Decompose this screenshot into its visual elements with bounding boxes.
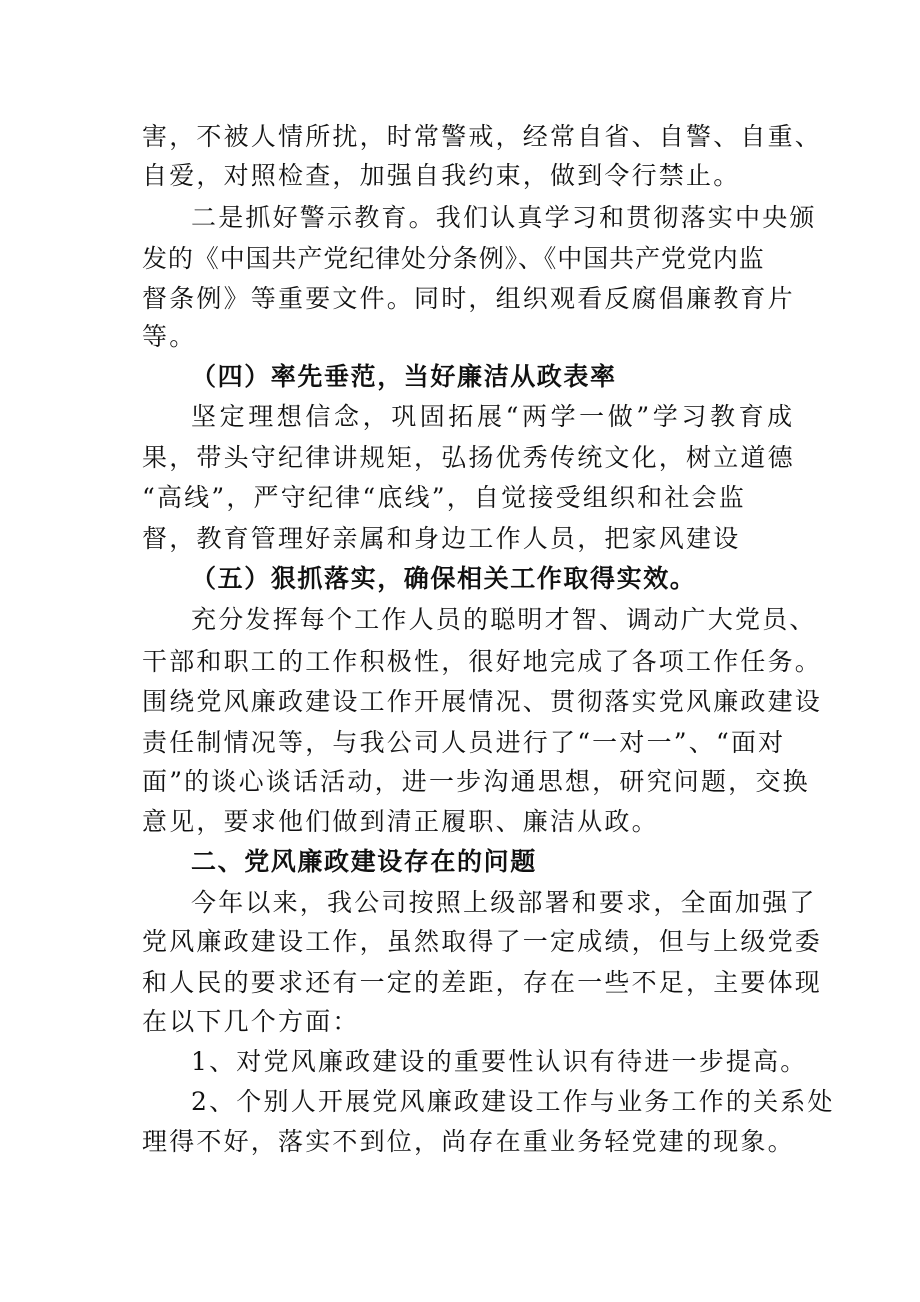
paragraph-line: 二是抓好警示教育。我们认真学习和贯彻落实中央颁 — [191, 203, 817, 232]
paragraph-line: 2、个别人开展党风廉政建设工作与业务工作的关系处 — [191, 1087, 835, 1116]
paragraph-line: 果，带头守纪律讲规矩，弘扬优秀传统文化，树立道德 — [142, 443, 795, 472]
section-heading: 二、党风廉政建设存在的问题 — [191, 847, 537, 876]
paragraph-line: 充分发挥每个工作人员的聪明才智、调动广大党员、 — [191, 605, 817, 634]
paragraph-line: 在以下几个方面： — [142, 1007, 360, 1036]
paragraph-line: 意见，要求他们做到清正履职、廉洁从政。 — [142, 807, 659, 836]
paragraph-line: 理得不好，落实不到位，尚存在重业务轻党建的现象。 — [142, 1127, 795, 1156]
paragraph-line: 责任制情况等，与我公司人员进行了“一对一”、“面对 — [142, 728, 786, 757]
paragraph-line: “高线”，严守纪律“底线”，自觉接受组织和社会监 — [142, 483, 746, 512]
paragraph-line: 党风廉政建设工作，虽然取得了一定成绩，但与上级党委 — [142, 927, 823, 956]
paragraph-line: 1、对党风廉政建设的重要性认识有待进一步提高。 — [191, 1047, 808, 1076]
paragraph-line: 围绕党风廉政建设工作开展情况、贯彻落实党风廉政建设 — [142, 687, 823, 716]
paragraph-line: 督条例》等重要文件。同时，组织观看反腐倡廉教育片 — [142, 284, 795, 313]
paragraph-line: 干部和职工的工作积极性，很好地完成了各项工作任务。 — [142, 647, 823, 676]
paragraph-line: 和人民的要求还有一定的差距，存在一些不足，主要体现 — [142, 968, 823, 997]
paragraph-line: 今年以来，我公司按照上级部署和要求，全面加强了 — [191, 888, 817, 917]
paragraph-line: 坚定理想信念，巩固拓展“两学一做”学习教育成 — [191, 402, 796, 431]
paragraph-line: 害，不被人情所扰，时常警戒，经常自省、自警、自重、 — [142, 122, 823, 151]
paragraph-line: 面”的谈心谈话活动，进一步沟通思想，研究问题，交换 — [142, 767, 810, 796]
section-heading: （五）狠抓落实，确保相关工作取得实效。 — [191, 564, 697, 593]
section-heading: （四）率先垂范，当好廉洁从政表率 — [191, 362, 617, 391]
paragraph-line: 自爱，对照检查，加强自我约束，做到令行禁止。 — [142, 161, 741, 190]
paragraph-line: 发的《中国共产党纪律处分条例》、《中国共产党党内监 — [142, 244, 765, 273]
paragraph-line: 等。 — [142, 322, 197, 351]
paragraph-line: 督，教育管理好亲属和身边工作人员，把家风建设 — [142, 524, 741, 553]
